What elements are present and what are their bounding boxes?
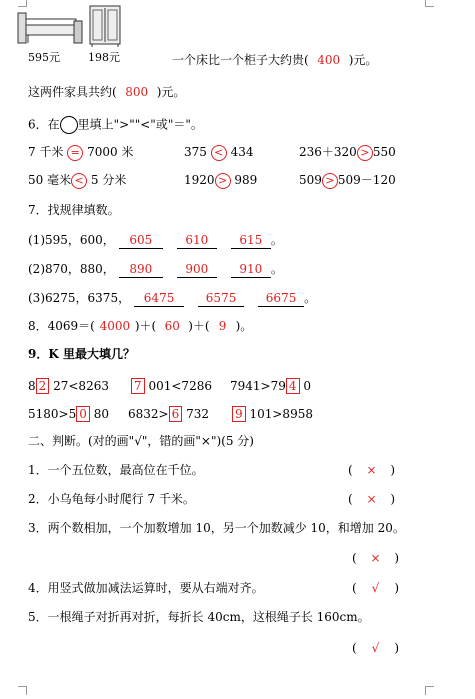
cabinet-image (88, 4, 122, 48)
q9-row-1-b: 7 001<7286 (131, 378, 212, 394)
bed-price: 595元 (28, 51, 60, 64)
judge-item-5: 5．一根绳子对折再对折，每折长 40cm，这根绳子长 160cm。 (28, 610, 370, 624)
judge-mark-5: ( √ ) (352, 641, 399, 655)
q6-row-2-a: 50 毫米 < 5 分米 (28, 173, 127, 187)
q6-row-2-c: 509 > 509－120 (299, 173, 396, 187)
q6-row-1-b: 375 < 434 (184, 145, 254, 159)
q6-row-2-b: 1920 > 989 (184, 173, 258, 187)
crop-mark-bottom-left (18, 686, 27, 695)
judge-mark-1: ( × ) (348, 463, 395, 477)
judge-item-2: 2．小乌龟每小时爬行 7 千米。 (28, 492, 195, 506)
q9-row-1-c: 7941>79 4 0 (230, 379, 311, 393)
crop-mark-top-right (425, 0, 434, 7)
q9-title: 9．K 里最大填几？ (28, 347, 135, 361)
q7-row-1: (1)595，600， 605 610 615 。 (28, 233, 283, 247)
crop-mark-bottom-right (425, 686, 434, 695)
cabinet-price: 198元 (88, 51, 120, 64)
judge-mark-3: ( × ) (352, 551, 399, 565)
q6-row-1-c: 236＋320 > 550 (299, 145, 396, 159)
judge-item-3: 3．两个数相加，一个加数增加 10，另一个加数减少 10，和增加 20。 (28, 521, 405, 535)
q-price-difference: 一个床比一个柜子大约贵( 400 )元。 (172, 53, 378, 67)
judge-item-4: 4．用竖式做加减法运算时，要从右端对齐。 (28, 581, 264, 595)
judge-mark-4: ( √ ) (352, 581, 399, 595)
q6-row-1-a: 7 千米 = 7000 米 (28, 145, 134, 159)
part2-title: 二、判断。(对的画"√"，错的画"×")(5 分) (28, 434, 254, 448)
bed-image (16, 5, 86, 47)
q7-row-2: (2)870，880， 890 900 910 。 (28, 262, 283, 276)
q9-row-2-c: 9 101>8958 (232, 406, 313, 422)
q6-title: 6．在 里填上">""<"或"＝"。 (28, 116, 203, 134)
judge-mark-2: ( × ) (348, 492, 395, 506)
q7-row-3: (3)6275，6375， 6475 6575 6675 。 (28, 291, 317, 305)
q9-row-2-a: 5180>5 0 80 (28, 407, 109, 421)
q8: 8．4069＝( 4000 )＋( 60 )＋( 9 )。 (28, 319, 253, 333)
q-price-total: 这两件家具共约( 800 )元。 (28, 85, 186, 99)
judge-item-1: 1．一个五位数，最高位在千位。 (28, 463, 204, 477)
circle-icon (60, 116, 78, 134)
q7-title: 7．找规律填数。 (28, 203, 120, 217)
q9-row-1-a: 8 2 27<8263 (28, 379, 109, 393)
q9-row-2-b: 6832> 6 732 (128, 407, 209, 421)
